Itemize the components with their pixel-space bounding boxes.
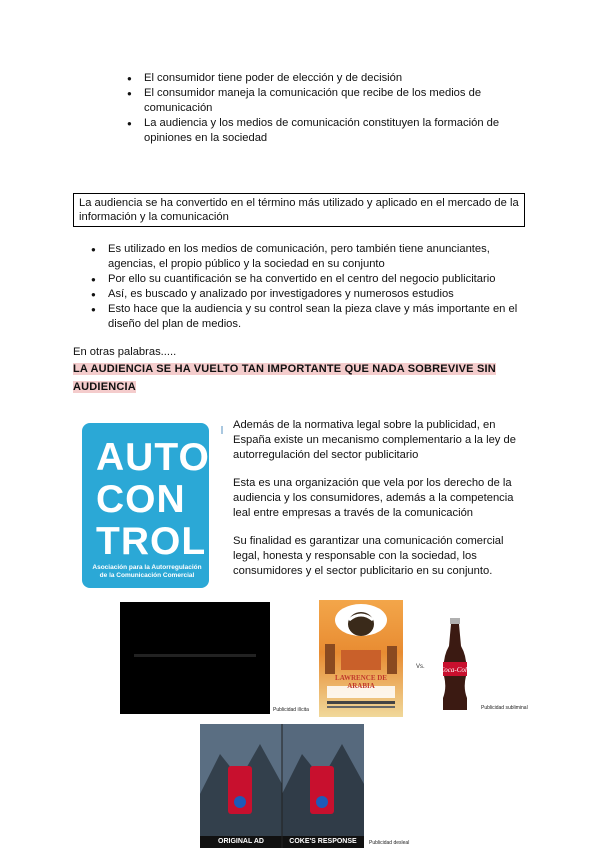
list-item: ● La audiencia y los medios de comunicación constituyen la formación de opiniones en la sociedad: [144, 116, 514, 146]
list-item: ● Esto hace que la audiencia y su control sean la pieza clave y más importante en el diseño del plan de medios.: [108, 302, 523, 332]
pepsi-coke-art: [200, 724, 364, 848]
highlight-text: LA AUDIENCIA SE HA VUELTO TAN IMPORTANTE QUE NADA SOBREVIVE SIN AUDIENCIA: [73, 363, 496, 393]
black-ad-faint-text: [134, 654, 256, 657]
pepsi-caption: Publicidad desleal: [369, 840, 410, 846]
versus-label: Vs.: [416, 664, 425, 670]
pepsi-coke-ad: [200, 724, 364, 848]
logo-word-auto: AUTO: [96, 436, 210, 479]
logo-word-con: CON: [96, 478, 186, 521]
autocontrol-logo: [82, 423, 209, 588]
logo-subtitle: Asociación para la Autorregulación de la Comunicación Comercial: [92, 564, 202, 579]
list-item: ● Es utilizado en los medios de comunicación, pero también tiene anunciantes, agencias, el propio público y la sociedad en su conjunto: [108, 242, 523, 272]
highlight-block: [73, 359, 503, 395]
list-item: ● El consumidor maneja la comunicación que recibe de los medios de comunicación: [144, 86, 514, 116]
image-marker: [221, 426, 223, 434]
intro-line: En otras palabras.....: [73, 346, 177, 358]
logo-word-trol: TROL: [96, 520, 207, 563]
poster-art: [319, 600, 403, 717]
black-ad-caption: Publicidad ilícita: [273, 707, 309, 713]
coke-bottle-art: [435, 618, 475, 712]
lawrence-poster: [319, 600, 403, 717]
poster-title: LAWRENCE DE ARABIA: [335, 674, 387, 690]
svg-text:Coca-Cola: Coca-Cola: [439, 666, 471, 674]
audience-bullet-list: [108, 242, 523, 332]
paragraph-regulation: Además de la normativa legal sobre la publicidad, en España existe un mecanismo complementario a la ley de autorregulación del sector publicitario: [233, 419, 516, 461]
pepsi-left-label: ORIGINAL AD: [218, 838, 264, 845]
coke-caption: Publicidad subliminal: [481, 705, 528, 711]
boxed-statement: La audiencia se ha convertido en el término más utilizado y aplicado en el mercado de la información y la comunicación: [73, 193, 525, 227]
paragraph-organization: Esta es una organización que vela por los derecho de la audiencia y los consumidores, además a la competencia leal entre empresas a través de la comunicación: [233, 477, 514, 519]
list-item: ● Por ello su cuantificación se ha convertido en el centro del negocio publicitario: [108, 272, 523, 287]
top-bullet-list: [144, 71, 514, 146]
black-ad-image: [120, 602, 270, 714]
list-item: ● El consumidor tiene poder de elección y de decisión: [144, 71, 514, 86]
pepsi-right-label: COKE'S RESPONSE: [289, 838, 357, 845]
list-item: ● Así, es buscado y analizado por investigadores y numerosos estudios: [108, 287, 523, 302]
paragraph-purpose: Su finalidad es garantizar una comunicación comercial legal, honesta y responsable con la sociedad, los consumidores y el sector publicitario en su conjunto.: [233, 535, 504, 577]
coke-bottle-image: [435, 618, 475, 712]
